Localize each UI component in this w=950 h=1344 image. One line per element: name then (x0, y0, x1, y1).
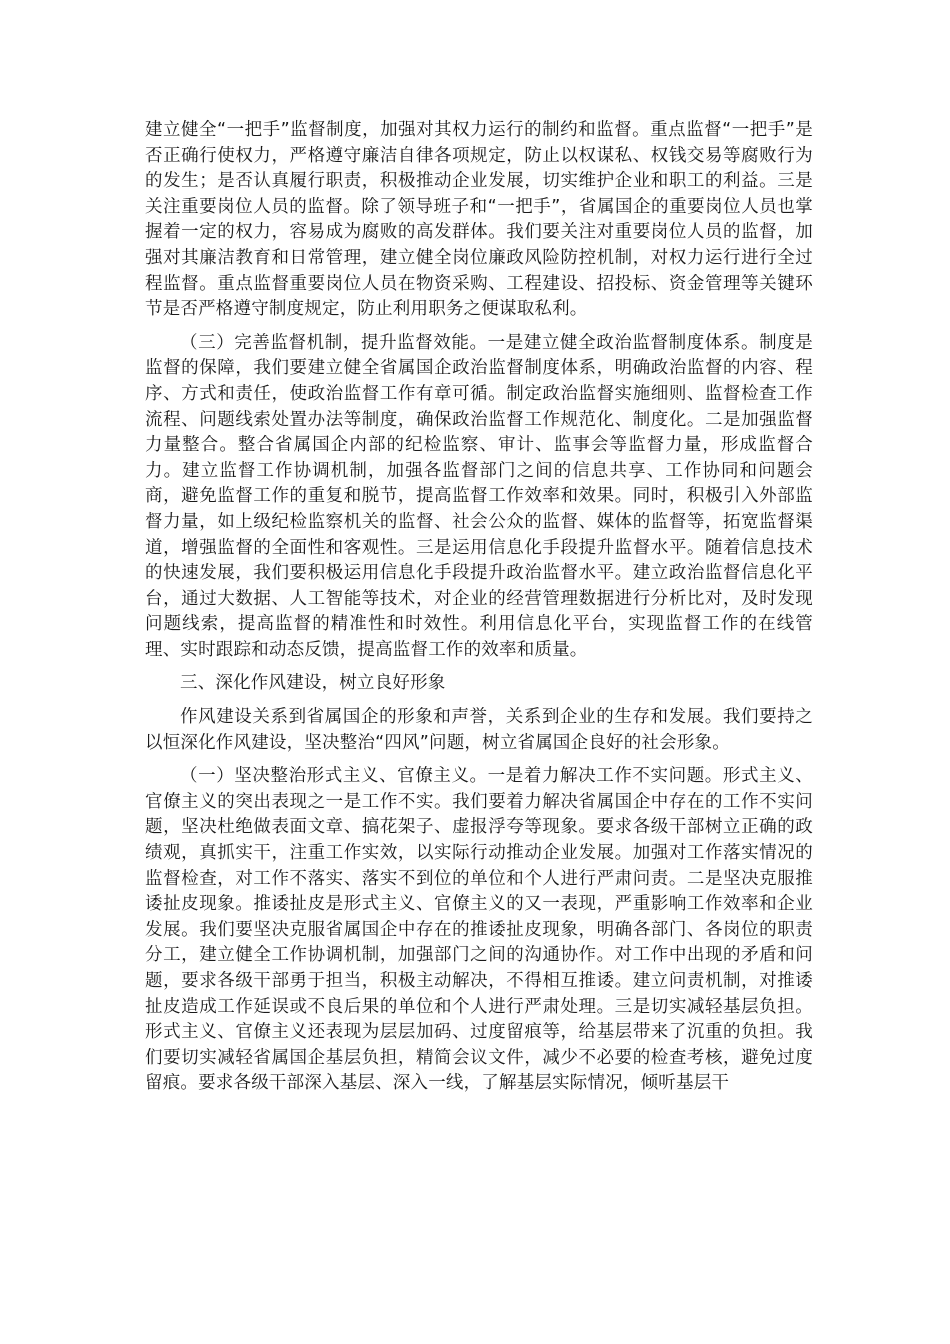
paragraph-continuation: 建立健全“一把手”监督制度，加强对其权力运行的制约和监督。重点监督“一把手”是否正确行使权力，严格遵守廉洁自律各项规定，防止以权谋私、权钱交易等腐败行为的发生；是否认真履行职责，积极推动企业发展，切实维护企业和职工的利益。三是关注重要岗位人员的监督。除了领导班子和“一把手”，省属国企的重要岗位人员也掌握着一定的权力，容易成为腐败的高发群体。我们要关注对重要岗位人员的监督，加强对其廉洁教育和日常管理，建立健全岗位廉政风险防控机制，对权力运行进行全过程监督。重点监督重要岗位人员在物资采购、工程建设、招投标、资金管理等关键环节是否严格遵守制度规定，防止利用职务之便谋取私利。 (145, 120, 813, 320)
paragraph-style-building-intro: 作风建设关系到省属国企的形象和声誉，关系到企业的生存和发展。我们要持之以恒深化作风建设，坚决整治“四风”问题，树立省属国企良好的社会形象。 (145, 707, 813, 753)
section-heading: 三、深化作风建设，树立良好形象 (180, 673, 446, 694)
paragraph-formalism-bureaucratism: （一）坚决整治形式主义、官僚主义。一是着力解决工作不实问题。形式主义、官僚主义的突出表现之一是工作不实。我们要着力解决省属国企中存在的工作不实问题，坚决杜绝做表面文章、搞花架子、虚报浮夸等现象。要求各级干部树立正确的政绩观，真抓实干，注重工作实效，以实际行动推动企业发展。加强对工作落实情况的监督检查，对工作不落实、落实不到位的单位和个人进行严肃问责。二是坚决克服推诿扯皮现象。推诿扯皮是形式主义、官僚主义的又一表现，严重影响工作效率和企业发展。我们要坚决克服省属国企中存在的推诿扯皮现象，明确各部门、各岗位的职责分工，建立健全工作协调机制，加强部门之间的沟通协作。对工作中出现的矛盾和问题，要求各级干部勇于担当，积极主动解决，不得相互推诿。建立问责机制，对推诿扯皮造成工作延误或不良后果的单位和个人进行严肃处理。三是切实减轻基层负担。形式主义、官僚主义还表现为层层加码、过度留痕等，给基层带来了沉重的负担。我们要切实减轻省属国企基层负担，精简会议文件，减少不必要的检查考核，避免过度留痕。要求各级干部深入基层、深入一线，了解基层实际情况，倾听基层干 (145, 766, 813, 1094)
paragraph-supervision-mechanism: （三）完善监督机制，提升监督效能。一是建立健全政治监督制度体系。制度是监督的保障，我们要建立健全省属国企政治监督制度体系，明确政治监督的内容、程序、方式和责任，使政治监督工作有章可循。制定政治监督实施细则、监督检查工作流程、问题线索处置办法等制度，确保政治监督工作规范化、制度化。二是加强监督力量整合。整合省属国企内部的纪检监察、审计、监事会等监督力量，形成监督合力。建立监督工作协调机制，加强各监督部门之间的信息共享、工作协同和问题会商，避免监督工作的重复和脱节，提高监督工作效率和效果。同时，积极引入外部监督力量，如上级纪检监察机关的监督、社会公众的监督、媒体的监督等，拓宽监督渠道，增强监督的全面性和客观性。三是运用信息化手段提升监督水平。随着信息技术的快速发展，我们要积极运用信息化手段提升政治监督水平。建立政治监督信息化平台，通过大数据、人工智能等技术，对企业的经营管理数据进行分析比对，及时发现问题线索，提高监督的精准性和时效性。利用信息化平台，实现监督工作的在线管理、实时跟踪和动态反馈，提高监督工作的效率和质量。 (145, 332, 813, 660)
document-body (145, 118, 813, 1105)
